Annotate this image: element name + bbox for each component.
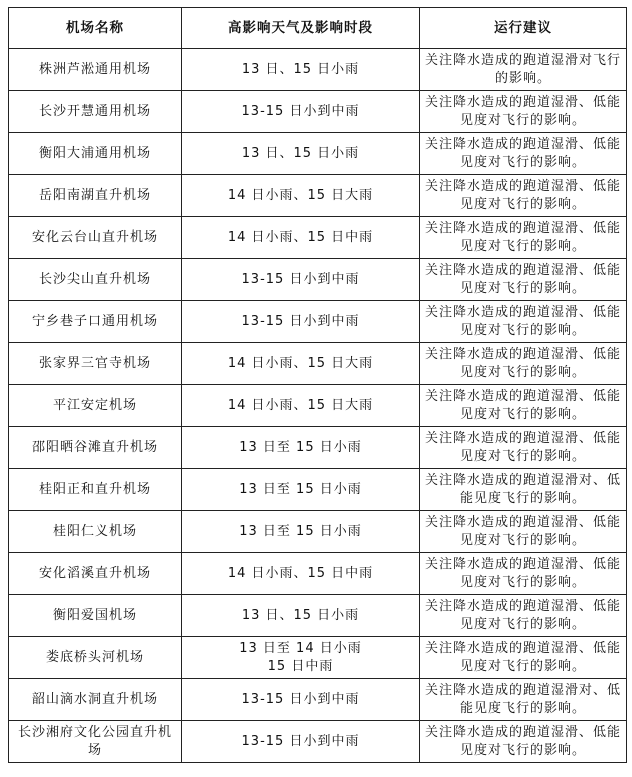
header-airport-name: 机场名称 xyxy=(9,8,182,49)
weather-period-cell: 13 日至 14 日小雨 15 日中雨 xyxy=(182,637,420,679)
weather-period-cell: 14 日小雨、15 日中雨 xyxy=(182,217,420,259)
table-row xyxy=(9,259,627,301)
airport-weather-table xyxy=(8,7,627,763)
weather-period-cell: 13 日至 15 日小雨 xyxy=(182,427,420,469)
weather-period-cell: 14 日小雨、15 日大雨 xyxy=(182,175,420,217)
advice-cell: 关注降水造成的跑道湿滑、低能见度对飞行的影响。 xyxy=(420,385,627,427)
airport-name-cell: 长沙湘府文化公园直升机场 xyxy=(9,721,182,763)
advice-cell: 关注降水造成的跑道湿滑、低能见度对飞行的影响。 xyxy=(420,427,627,469)
weather-period-cell: 14 日小雨、15 日中雨 xyxy=(182,553,420,595)
header-advice: 运行建议 xyxy=(420,8,627,49)
advice-cell: 关注降水造成的跑道湿滑、低能见度对飞行的影响。 xyxy=(420,637,627,679)
weather-period-cell: 13-15 日小到中雨 xyxy=(182,721,420,763)
airport-name-cell: 桂阳正和直升机场 xyxy=(9,469,182,511)
table-row xyxy=(9,343,627,385)
advice-cell: 关注降水造成的跑道湿滑、低能见度对飞行的影响。 xyxy=(420,595,627,637)
table-row xyxy=(9,49,627,91)
weather-period-cell: 14 日小雨、15 日大雨 xyxy=(182,343,420,385)
table-row xyxy=(9,427,627,469)
airport-name-cell: 衡阳爱国机场 xyxy=(9,595,182,637)
weather-period-cell: 13-15 日小到中雨 xyxy=(182,259,420,301)
airport-name-cell: 岳阳南湖直升机场 xyxy=(9,175,182,217)
advice-cell: 关注降水造成的跑道湿滑对飞行的影响。 xyxy=(420,49,627,91)
table-row xyxy=(9,469,627,511)
airport-name-cell: 株洲芦淞通用机场 xyxy=(9,49,182,91)
advice-cell: 关注降水造成的跑道湿滑、低能见度对飞行的影响。 xyxy=(420,175,627,217)
airport-name-cell: 张家界三官寺机场 xyxy=(9,343,182,385)
advice-cell: 关注降水造成的跑道湿滑、低能见度对飞行的影响。 xyxy=(420,553,627,595)
airport-name-cell: 安化云台山直升机场 xyxy=(9,217,182,259)
advice-cell: 关注降水造成的跑道湿滑、低能见度对飞行的影响。 xyxy=(420,133,627,175)
advice-cell: 关注降水造成的跑道湿滑、低能见度对飞行的影响。 xyxy=(420,91,627,133)
advice-cell: 关注降水造成的跑道湿滑对、低能见度飞行的影响。 xyxy=(420,679,627,721)
header-row xyxy=(9,8,627,49)
table-row xyxy=(9,721,627,763)
weather-period-cell: 13 日、15 日小雨 xyxy=(182,49,420,91)
table-row xyxy=(9,91,627,133)
weather-period-cell: 14 日小雨、15 日大雨 xyxy=(182,385,420,427)
airport-name-cell: 邵阳晒谷滩直升机场 xyxy=(9,427,182,469)
table-row xyxy=(9,133,627,175)
weather-period-cell: 13 日至 15 日小雨 xyxy=(182,469,420,511)
weather-period-cell: 13-15 日小到中雨 xyxy=(182,679,420,721)
airport-name-cell: 衡阳大浦通用机场 xyxy=(9,133,182,175)
airport-name-cell: 韶山滴水洞直升机场 xyxy=(9,679,182,721)
table-row xyxy=(9,511,627,553)
table-row xyxy=(9,385,627,427)
table-row xyxy=(9,637,627,679)
weather-period-cell: 13 日、15 日小雨 xyxy=(182,133,420,175)
airport-name-cell: 安化滔溪直升机场 xyxy=(9,553,182,595)
advice-cell: 关注降水造成的跑道湿滑、低能见度对飞行的影响。 xyxy=(420,217,627,259)
table-row xyxy=(9,175,627,217)
weather-period-cell: 13 日、15 日小雨 xyxy=(182,595,420,637)
weather-period-cell: 13-15 日小到中雨 xyxy=(182,91,420,133)
advice-cell: 关注降水造成的跑道湿滑、低能见度对飞行的影响。 xyxy=(420,259,627,301)
table-row xyxy=(9,553,627,595)
advice-cell: 关注降水造成的跑道湿滑、低能见度对飞行的影响。 xyxy=(420,301,627,343)
airport-name-cell: 桂阳仁义机场 xyxy=(9,511,182,553)
table-header xyxy=(9,8,627,49)
airport-name-cell: 平江安定机场 xyxy=(9,385,182,427)
airport-name-cell: 娄底桥头河机场 xyxy=(9,637,182,679)
table-row xyxy=(9,301,627,343)
table-row xyxy=(9,217,627,259)
weather-period-cell: 13 日至 15 日小雨 xyxy=(182,511,420,553)
table-row xyxy=(9,679,627,721)
table-row xyxy=(9,595,627,637)
weather-period-cell: 13-15 日小到中雨 xyxy=(182,301,420,343)
advice-cell: 关注降水造成的跑道湿滑、低能见度对飞行的影响。 xyxy=(420,511,627,553)
advice-cell: 关注降水造成的跑道湿滑对、低能见度飞行的影响。 xyxy=(420,469,627,511)
airport-name-cell: 长沙开慧通用机场 xyxy=(9,91,182,133)
advice-cell: 关注降水造成的跑道湿滑、低能见度对飞行的影响。 xyxy=(420,343,627,385)
table-body xyxy=(9,49,627,763)
airport-name-cell: 长沙尖山直升机场 xyxy=(9,259,182,301)
airport-name-cell: 宁乡巷子口通用机场 xyxy=(9,301,182,343)
header-weather-period: 高影响天气及影响时段 xyxy=(182,8,420,49)
advice-cell: 关注降水造成的跑道湿滑、低能见度对飞行的影响。 xyxy=(420,721,627,763)
